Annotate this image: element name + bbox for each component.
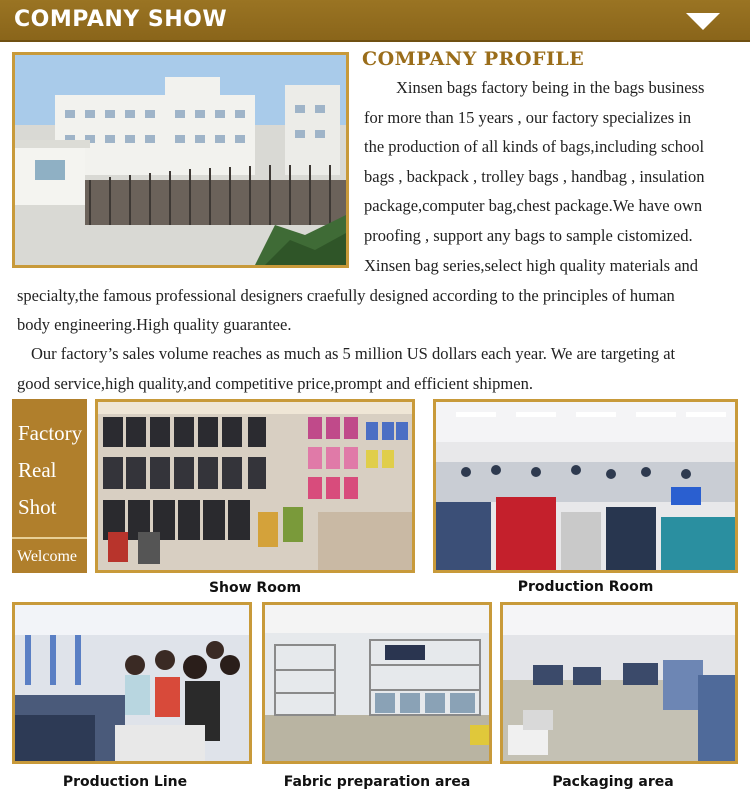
profile-line: good service,high quality,and competitive price,prompt and efficient shipmen. (17, 374, 533, 393)
caption-production-room: Production Room (517, 579, 654, 595)
profile-line: proofing , support any bags to sample cistomized. (364, 226, 693, 245)
production-room-photo (433, 399, 738, 573)
chevron-down-icon[interactable] (686, 13, 720, 30)
caption-show-room: Show Room (208, 580, 302, 596)
panel-word: Real (18, 458, 57, 482)
fabric-preparation-photo (262, 602, 492, 764)
production-line-photo (12, 602, 252, 764)
panel-welcome: Welcome (17, 548, 78, 565)
factory-building-photo (12, 52, 349, 268)
profile-line: package,computer bag,chest package.We have own (364, 196, 703, 215)
section-banner (0, 0, 750, 42)
profile-line: Xinsen bags factory being in the bags business (396, 78, 705, 97)
profile-title: COMPANY PROFILE (362, 48, 585, 70)
panel-divider (12, 537, 87, 539)
factory-real-shot-panel (12, 399, 87, 573)
show-room-photo (95, 399, 415, 573)
caption-packaging-area: Packaging area (552, 774, 674, 790)
panel-word: Shot (18, 495, 57, 519)
profile-line: specialty,the famous professional designers craefully designed according to the principles of human (17, 286, 675, 305)
caption-production-line: Production Line (62, 774, 188, 790)
profile-line: the production of all kinds of bags,including school (364, 137, 705, 156)
banner-title: COMPANY SHOW (14, 7, 228, 32)
profile-line: body engineering.High quality guarantee. (17, 315, 292, 334)
profile-line: for more than 15 years , our factory specializes in (364, 108, 692, 127)
packaging-area-photo (500, 602, 738, 764)
profile-line: Xinsen bag series,select high quality materials and (364, 256, 699, 275)
caption-fabric-preparation: Fabric preparation area (283, 774, 471, 790)
profile-line: bags , backpack , trolley bags , handbag , insulation (364, 167, 705, 186)
profile-line: Our factory’s sales volume reaches as much as 5 million US dollars each year. We are targeting at (31, 344, 676, 363)
panel-word: Factory (18, 421, 83, 445)
